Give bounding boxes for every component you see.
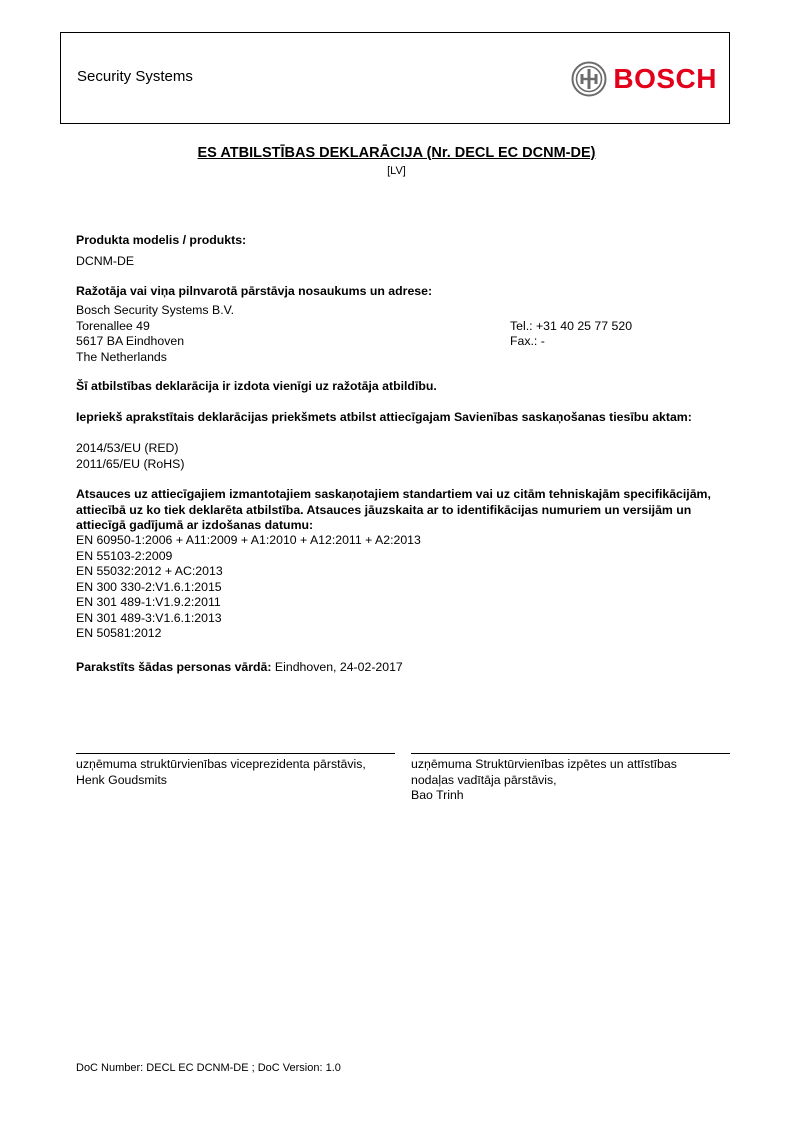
bosch-armature-icon	[571, 61, 607, 97]
signature-line-left	[76, 753, 395, 754]
product-value: DCNM-DE	[76, 254, 135, 268]
signatory-left-role: uzņēmuma struktūrvienības viceprezidenta pārstāvis,	[76, 757, 366, 771]
language-code: [LV]	[387, 165, 406, 177]
manufacturer-tel: Tel.: +31 40 25 77 520	[510, 318, 633, 333]
sole-responsibility: Šī atbilstības deklarācija ir izdota vienīgi uz ražotāja atbildību.	[76, 379, 437, 393]
manufacturer-fax: Fax.: -	[510, 334, 545, 348]
standard-item: EN 50581:2012	[76, 626, 162, 640]
standard-item: EN 55032:2012 + AC:2013	[76, 564, 223, 578]
standard-item: EN 300 330-2:V1.6.1:2015	[76, 579, 222, 594]
manufacturer-label: Ražotāja vai viņa pilnvarotā pārstāvja nosaukums un adrese:	[76, 284, 433, 298]
signature-line-right	[411, 753, 730, 754]
manufacturer-line: 5617 BA Eindhoven	[76, 334, 185, 348]
bosch-logo-text: BOSCH	[613, 63, 717, 94]
standard-item: EN 301 489-1:V1.9.2:2011	[76, 595, 221, 609]
legislation-item: 2011/65/EU (RoHS)	[76, 456, 185, 471]
manufacturer-line: Torenallee 49	[76, 318, 150, 333]
signatory-right-role: nodaļas vadītāja pārstāvis,	[411, 772, 557, 787]
signed-on-behalf	[76, 660, 403, 676]
manufacturer-line: Bosch Security Systems B.V.	[76, 303, 235, 317]
signatory-right-role: uzņēmuma Struktūrvienības izpētes un attīstības	[411, 757, 677, 771]
header-box	[60, 32, 730, 124]
product-label: Produkta modelis / produkts:	[76, 233, 247, 247]
legislation-item: 2014/53/EU (RED)	[76, 441, 179, 455]
standard-item: EN 301 489-3:V1.6.1:2013	[76, 610, 222, 625]
manufacturer-line: The Netherlands	[76, 349, 167, 364]
standards-label: Atsauces uz attiecīgajiem izmantotajiem saskaņotajiem standartiem vai uz citām tehniskajām specifikācijām, attiecībā uz ko tiek deklarēta atbilstība. Atsauces jāuzskaita ar to identifikācijas numuriem un versijām un attiecīgā gadījumā ar izdošanas datumu:	[76, 487, 711, 532]
document-title: ES ATBILSTĪBAS DEKLARĀCIJA (Nr. DECL EC DCNM-DE)	[197, 145, 596, 161]
doc-footer: DoC Number: DECL EC DCNM-DE ; DoC Version: 1.0	[76, 1062, 341, 1074]
bosch-logo	[571, 61, 717, 97]
signatory-left-name: Henk Goudsmits	[76, 772, 167, 787]
legislation-label: Iepriekš aprakstītais deklarācijas priekšmets atbilst attiecīgajam Savienības saskaņošanas tiesību aktam:	[76, 410, 692, 424]
header-subtitle: Security Systems	[77, 68, 193, 85]
signed-place-date: Eindhoven, 24-02-2017	[274, 660, 403, 674]
signed-label: Parakstīts šādas personas vārdā:	[76, 660, 272, 674]
signatory-right-name: Bao Trinh	[411, 788, 464, 802]
standard-item: EN 55103-2:2009	[76, 548, 173, 563]
standard-item: EN 60950-1:2006 + A11:2009 + A1:2010 + A12:2011 + A2:2013	[76, 533, 421, 547]
